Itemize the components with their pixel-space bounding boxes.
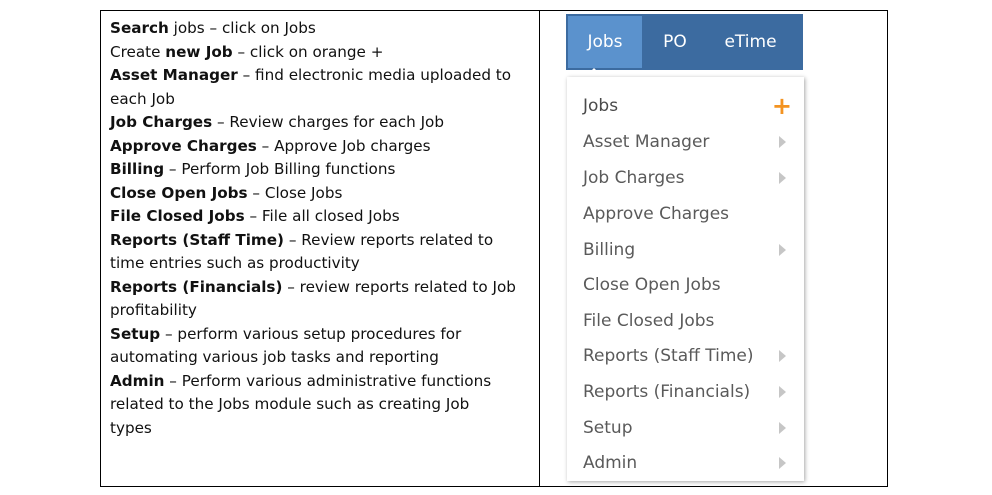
description-list [110,17,530,440]
description-line: Approve Charges – Approve Job charges [110,136,431,155]
menu-item-asset-manager[interactable]: Asset Manager [583,124,788,160]
tab-etime[interactable]: eTime [724,32,777,52]
chevron-right-icon [779,386,786,398]
tab-jobs[interactable]: Jobs [568,16,642,68]
menu-item-admin[interactable]: Admin [583,445,788,481]
description-line: Reports (Staff Time) – Review reports related to [110,230,494,249]
menu-item-reports-staff-time[interactable]: Reports (Staff Time) [583,338,788,374]
description-line: time entries such as productivity [110,254,360,272]
description-line: Setup – perform various setup procedures for [110,324,462,343]
description-line: profitability [110,301,197,319]
description-line: Close Open Jobs – Close Jobs [110,183,343,202]
description-line: Reports (Financials) – review reports related to Job [110,277,516,296]
menu-item-approve-charges[interactable]: Approve Charges [583,204,730,224]
column-divider [539,11,540,486]
menu-item-setup[interactable]: Setup [583,410,788,446]
chevron-right-icon [779,457,786,469]
description-line: Billing – Perform Job Billing functions [110,160,396,178]
top-nav-bar [566,14,803,70]
menu-item-reports-financials[interactable]: Reports (Financials) [583,374,788,410]
chevron-right-icon [779,172,786,184]
chevron-right-icon [779,244,786,256]
chevron-right-icon [779,422,786,434]
description-line: automating various job tasks and reporting [110,348,439,366]
menu-item-close-open-jobs[interactable]: Close Open Jobs [583,275,721,295]
chevron-right-icon [779,136,786,148]
menu-item-job-charges[interactable]: Job Charges [583,160,788,196]
menu-item-billing[interactable]: Billing [583,232,788,268]
description-line: Search jobs – click on Jobs [110,19,316,37]
description-line: types [110,418,152,437]
description-line: Job Charges – Review charges for each Job [110,113,444,131]
description-line: File Closed Jobs – File all closed Jobs [110,207,400,225]
menu-item-jobs[interactable]: Jobs + [583,92,792,120]
content-table [100,10,888,487]
active-tab-caret [586,68,602,76]
description-line: Admin – Perform various administrative functions [110,371,492,390]
jobs-dropdown-menu [567,77,804,481]
description-line: each Job [110,89,175,108]
tab-po[interactable]: PO [663,32,687,52]
description-line: Create new Job – click on orange + [110,42,384,61]
description-line: Asset Manager – find electronic media uploaded to [110,66,512,84]
chevron-right-icon [779,350,786,362]
plus-icon[interactable]: + [771,92,792,120]
menu-item-file-closed-jobs[interactable]: File Closed Jobs [583,311,715,331]
description-line: related to the Jobs module such as creating Job [110,395,470,413]
